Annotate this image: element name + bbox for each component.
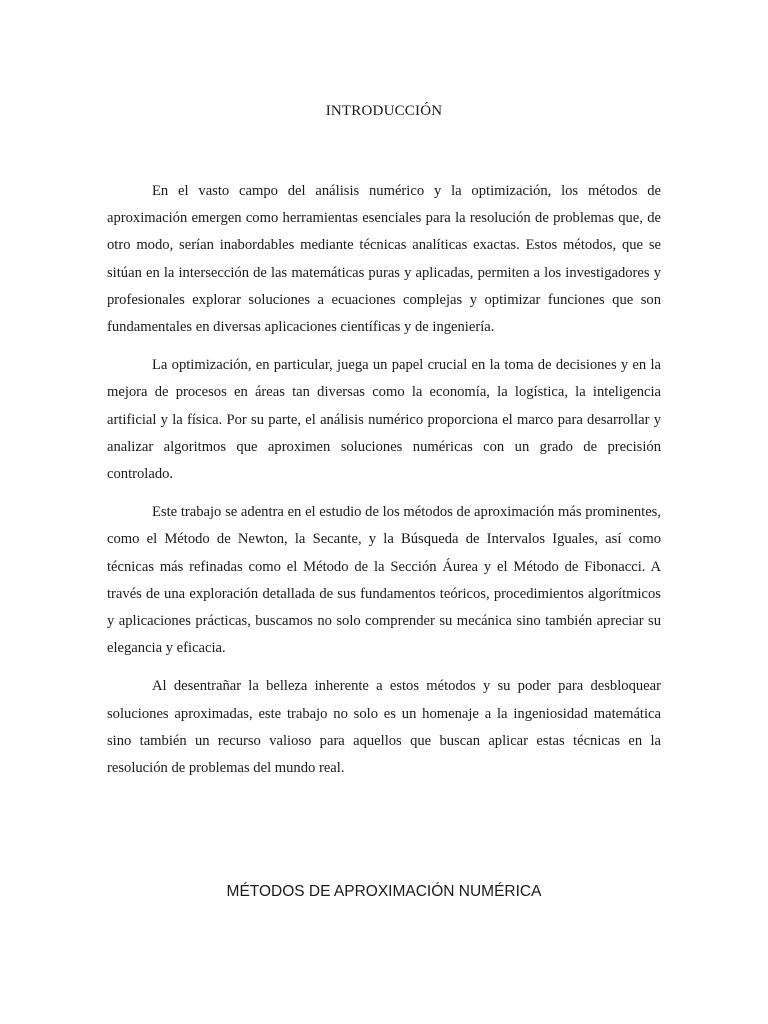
page-title: INTRODUCCIÓN bbox=[325, 103, 443, 119]
introduction-body bbox=[107, 178, 661, 793]
paragraph-3: Este trabajo se adentra en el estudio de los métodos de aproximación más prominentes, como el Método de Newton, la Secante, y la Búsqueda de Intervalos Iguales, así como técnicas más refinadas como el Método de la Sección Áurea y el Método de Fibonacci. A través de una exploración detallada de sus fundamentos teóricos, procedimientos algorítmicos y aplicaciones prácticas, buscamos no solo comprender su mecánica sino también apreciar su elegancia y eficacia. bbox=[107, 504, 661, 657]
section-heading: MÉTODOS DE APROXIMACIÓN NUMÉRICA bbox=[226, 883, 542, 900]
paragraph-2: La optimización, en particular, juega un papel crucial en la toma de decisiones y en la mejora de procesos en áreas tan diversas como la economía, la logística, la inteligencia artificial y la física. Por su parte, el análisis numérico proporciona el marco para desarrollar y analizar algoritmos que aproximen soluciones numéricas con un grado de precisión controlado. bbox=[107, 357, 661, 483]
paragraph-1: En el vasto campo del análisis numérico y la optimización, los métodos de aproximación emergen como herramientas esenciales para la resolución de problemas que, de otro modo, serían inabordables mediante técnicas analíticas exactas. Estos métodos, que se sitúan en la intersección de las matemáticas puras y aplicadas, permiten a los investigadores y profesionales explorar soluciones a ecuaciones complejas y optimizar funciones que son fundamentales en diversas aplicaciones científicas y de ingeniería. bbox=[107, 183, 661, 336]
paragraph-4: Al desentrañar la belleza inherente a estos métodos y su poder para desbloquear soluciones aproximadas, este trabajo no solo es un homenaje a la ingeniosidad matemática sino también un recurso valioso para aquellos que buscan aplicar estas técnicas en la resolución de problemas del mundo real. bbox=[107, 678, 661, 777]
